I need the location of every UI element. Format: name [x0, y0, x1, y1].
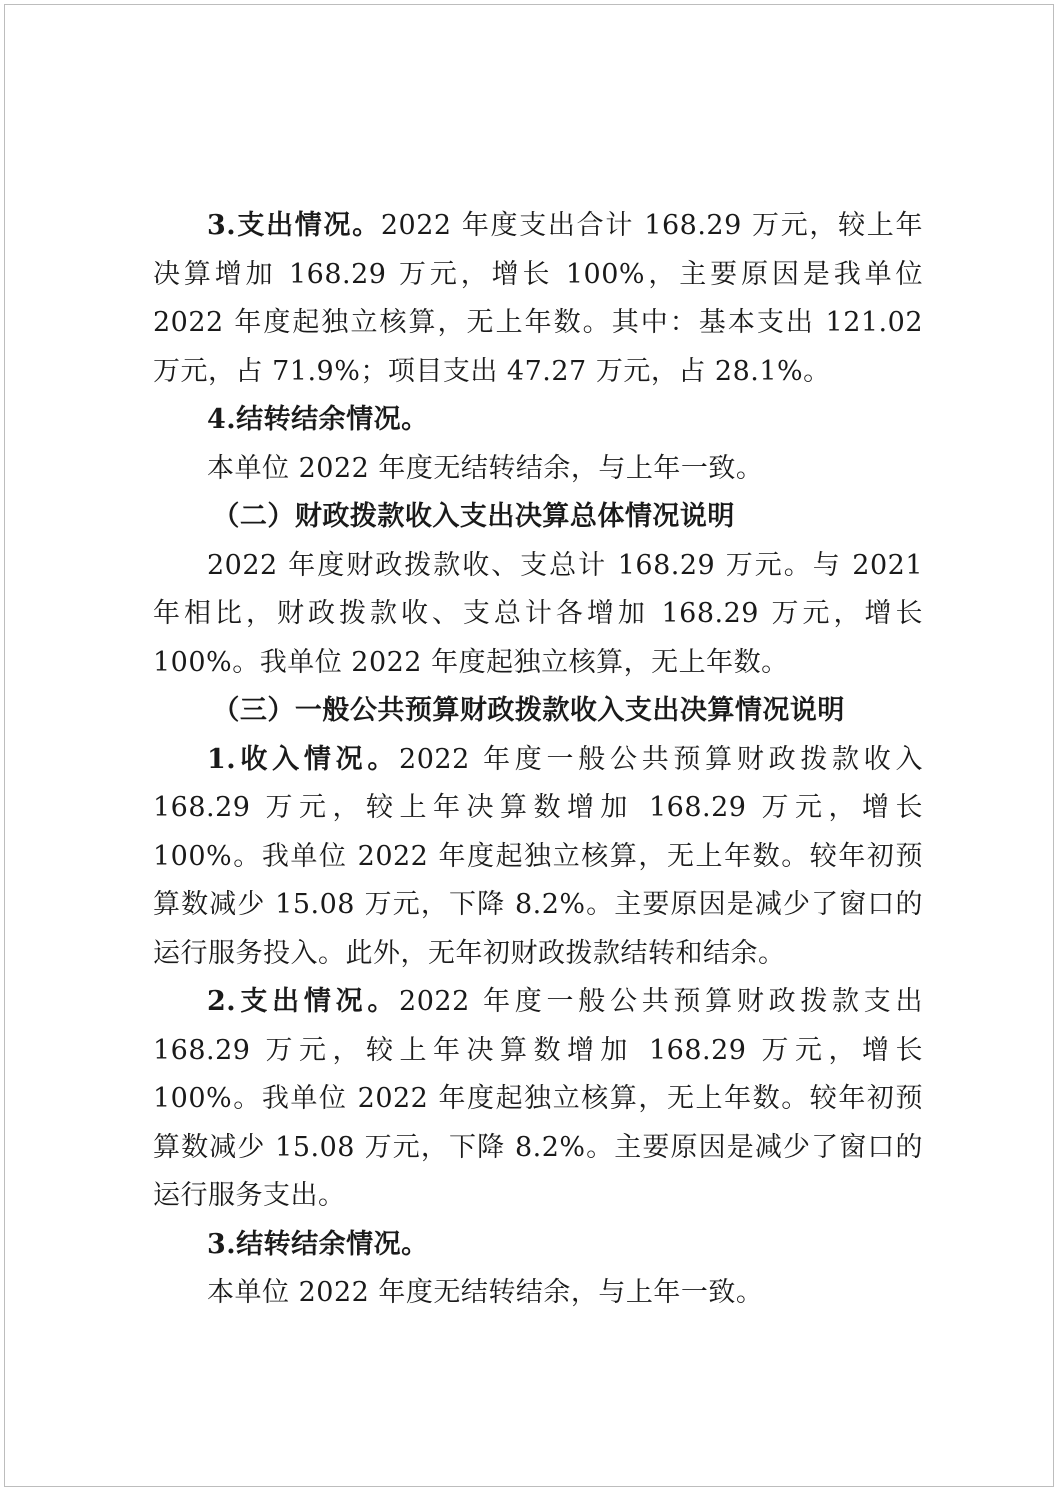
paragraph-text: 2022 年度支出合计 168.29 万元，较上年决算增加 168.29 万元，增长 100%，主要原因是我单位 2022 年度起独立核算，无上年数。其中：基本支出 121.02 万元，占 71.9%；项目支出 47.27 万元，占 28.1%。	[153, 210, 924, 387]
paragraph-text: 2022 年度一般公共预算财政拨款收入 168.29 万元，较上年决算数增加 168.29 万元，增长 100%。我单位 2022 年度起独立核算，无上年数。较年初预算数减少 15.08 万元，下降 8.2%。主要原因是减少了窗口的运行服务投入。此外，无年初财政拨款结转和结余。	[153, 743, 924, 969]
paragraph-income	[153, 736, 923, 979]
section-heading-fiscal-overview: （二）财政拨款收入支出决算总体情况说明	[212, 501, 735, 532]
document-body	[153, 202, 923, 1318]
paragraph-text: 本单位 2022 年度无结转结余，与上年一致。	[207, 1277, 764, 1308]
paragraph-fiscal-overview	[153, 542, 923, 688]
section-lead-general-carryover: 3.结转结余情况。	[207, 1228, 429, 1260]
paragraph-carryover-heading	[153, 396, 923, 445]
paragraph-expenditure	[153, 202, 923, 396]
paragraph-general-carryover-heading	[153, 1221, 923, 1270]
paragraph-text: 2022 年度一般公共预算财政拨款支出 168.29 万元，较上年决算数增加 168.29 万元，增长 100%。我单位 2022 年度起独立核算，无上年数。较年初预算数减少 15.08 万元，下降 8.2%。主要原因是减少了窗口的运行服务支出。	[153, 986, 924, 1211]
paragraph-general-carryover-text	[153, 1269, 923, 1318]
paragraph-carryover-text	[153, 445, 923, 494]
document-page	[4, 4, 1054, 1487]
section-lead-income: 1.收入情况。	[207, 743, 400, 775]
paragraph-text: 本单位 2022 年度无结转结余，与上年一致。	[207, 452, 764, 484]
paragraph-general-expenditure	[153, 978, 923, 1221]
section-lead-general-expenditure: 2.支出情况。	[207, 986, 400, 1017]
section-lead-expenditure: 3.支出情况。	[207, 210, 381, 241]
section-lead-carryover: 4.结转结余情况。	[207, 404, 429, 435]
paragraph-text: 2022 年度财政拨款收、支总计 168.29 万元。与 2021 年相比，财政拨款收、支总计各增加 168.29 万元，增长 100%。我单位 2022 年度起独立核算，无上年数。	[153, 549, 923, 678]
section-heading-general-budget: （三）一般公共预算财政拨款收入支出决算情况说明	[212, 695, 845, 726]
